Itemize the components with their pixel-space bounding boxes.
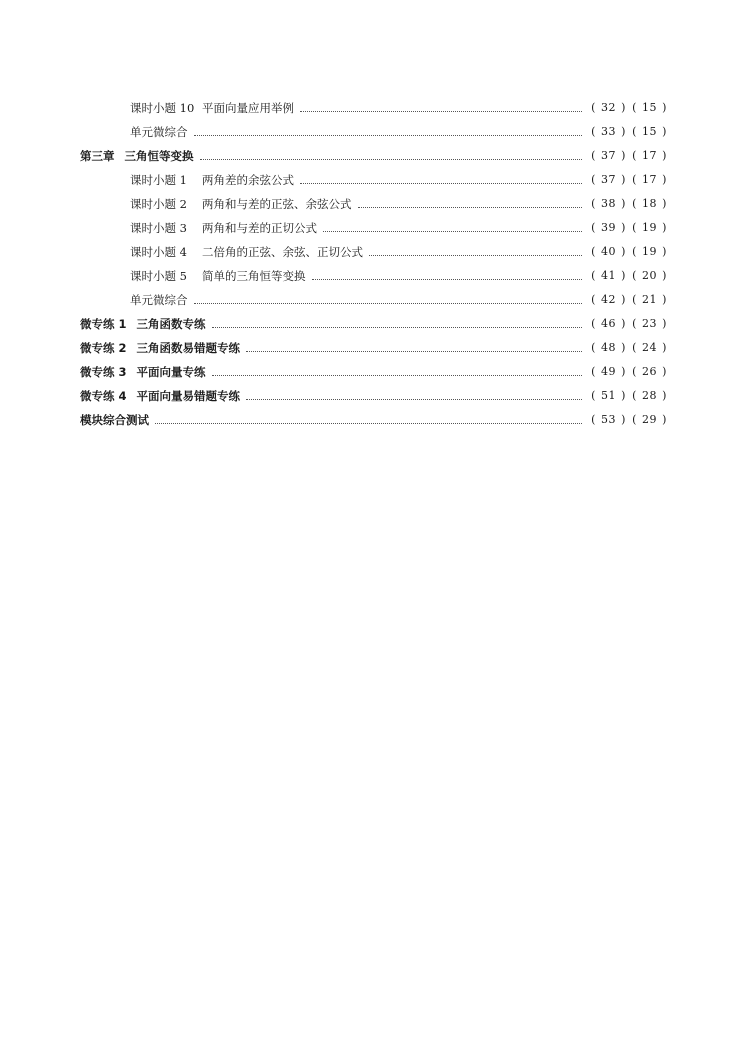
page-refs: ( 51 ) ( 28 ): [588, 384, 670, 408]
page-number: 39: [601, 221, 616, 234]
table-of-contents: [80, 96, 670, 432]
page-refs: ( 38 ) ( 18 ): [588, 192, 670, 216]
page-number: 41: [601, 269, 616, 282]
chapter-number: 微专练 1: [80, 317, 127, 331]
entry-number: 课时小题 5: [130, 269, 187, 283]
dot-leader: [194, 303, 583, 304]
entry-title: 单元微综合: [130, 293, 188, 307]
page-refs: ( 33 ) ( 15 ): [588, 120, 670, 144]
chapter-number: 微专练 2: [80, 341, 127, 355]
page-number: 15: [642, 125, 657, 138]
page-number: 53: [601, 413, 616, 426]
entry-title: 两角和与差的正弦、余弦公式: [202, 197, 352, 211]
page-number: 49: [601, 365, 616, 378]
page-number: 37: [601, 173, 616, 186]
dot-leader: [300, 111, 582, 112]
page-refs: ( 46 ) ( 23 ): [588, 312, 670, 336]
chapter-number: 微专练 4: [80, 389, 127, 403]
dot-leader: [358, 207, 583, 208]
page-number: 19: [642, 221, 657, 234]
dot-leader: [194, 135, 583, 136]
entry-number: 课时小题 2: [130, 197, 187, 211]
chapter-title: 三角函数易错题专练: [136, 341, 241, 355]
dot-leader: [312, 279, 583, 280]
chapter-number: 第三章: [80, 149, 115, 163]
toc-chapter[interactable]: [80, 360, 670, 384]
page-number: 42: [601, 293, 616, 306]
toc-chapter[interactable]: [80, 312, 670, 336]
page-number: 26: [642, 365, 657, 378]
dot-leader: [200, 159, 583, 160]
dot-leader: [155, 423, 582, 424]
chapter-title: 平面向量专练: [136, 365, 206, 379]
entry-number: 课时小题 3: [130, 221, 187, 235]
toc-entry[interactable]: [80, 264, 670, 288]
toc-entry[interactable]: [80, 288, 670, 312]
page-refs: ( 37 ) ( 17 ): [588, 168, 670, 192]
entry-title: 单元微综合: [130, 125, 188, 139]
chapter-title: 三角恒等变换: [124, 149, 194, 163]
page-number: 40: [601, 245, 616, 258]
page-refs: ( 32 ) ( 15 ): [588, 96, 670, 120]
page-number: 32: [601, 101, 616, 114]
dot-leader: [246, 351, 582, 352]
entry-title: 两角和与差的正切公式: [202, 221, 317, 235]
page-refs: ( 42 ) ( 21 ): [588, 288, 670, 312]
toc-entry[interactable]: [80, 168, 670, 192]
toc-entry[interactable]: [80, 96, 670, 120]
entry-number: 课时小题 10: [130, 101, 195, 115]
page-number: 51: [601, 389, 616, 402]
toc-chapter[interactable]: [80, 336, 670, 360]
page-number: 48: [601, 341, 616, 354]
page-refs: ( 53 ) ( 29 ): [588, 408, 670, 432]
page-number: 15: [642, 101, 657, 114]
toc-entry[interactable]: [80, 216, 670, 240]
dot-leader: [300, 183, 582, 184]
page-refs: ( 48 ) ( 24 ): [588, 336, 670, 360]
page-number: 37: [601, 149, 616, 162]
page-refs: ( 40 ) ( 19 ): [588, 240, 670, 264]
chapter-title: 模块综合测试: [80, 413, 149, 427]
toc-chapter[interactable]: [80, 384, 670, 408]
page-number: 17: [642, 149, 657, 162]
entry-title: 平面向量应用举例: [202, 101, 294, 115]
page-number: 18: [642, 197, 657, 210]
chapter-title: 三角函数专练: [136, 317, 206, 331]
toc-entry[interactable]: [80, 240, 670, 264]
chapter-number: 微专练 3: [80, 365, 127, 379]
dot-leader: [369, 255, 582, 256]
entry-title: 两角差的余弦公式: [202, 173, 294, 187]
page-number: 21: [642, 293, 657, 306]
page-number: 46: [601, 317, 616, 330]
page-refs: ( 37 ) ( 17 ): [588, 144, 670, 168]
dot-leader: [212, 375, 582, 376]
page-number: 33: [601, 125, 616, 138]
toc-chapter[interactable]: [80, 144, 670, 168]
dot-leader: [246, 399, 582, 400]
page-refs: ( 41 ) ( 20 ): [588, 264, 670, 288]
page-number: 20: [642, 269, 657, 282]
page-number: 19: [642, 245, 657, 258]
page-number: 17: [642, 173, 657, 186]
page-refs: ( 49 ) ( 26 ): [588, 360, 670, 384]
toc-entry[interactable]: [80, 120, 670, 144]
entry-title: 二倍角的正弦、余弦、正切公式: [202, 245, 363, 259]
entry-title: 简单的三角恒等变换: [202, 269, 306, 283]
page-number: 29: [642, 413, 657, 426]
page-number: 23: [642, 317, 657, 330]
chapter-title: 平面向量易错题专练: [136, 389, 241, 403]
entry-number: 课时小题 4: [130, 245, 187, 259]
toc-entry[interactable]: [80, 192, 670, 216]
entry-number: 课时小题 1: [130, 173, 187, 187]
dot-leader: [323, 231, 582, 232]
page-refs: ( 39 ) ( 19 ): [588, 216, 670, 240]
page-number: 24: [642, 341, 657, 354]
page-number: 28: [642, 389, 657, 402]
page-number: 38: [601, 197, 616, 210]
dot-leader: [212, 327, 582, 328]
toc-chapter[interactable]: [80, 408, 670, 432]
